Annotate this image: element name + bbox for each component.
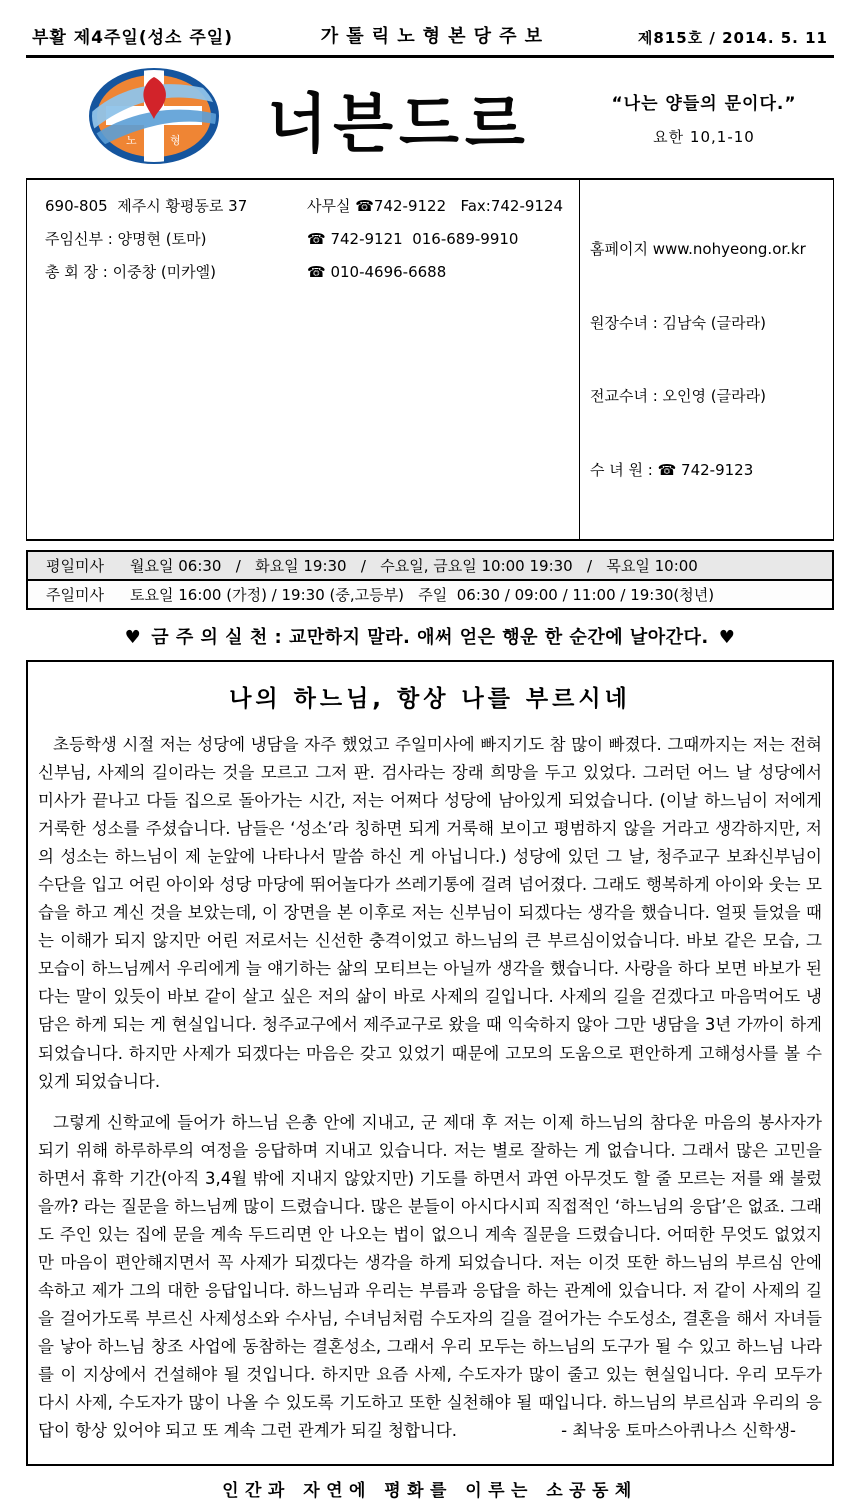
heart-icon-right: ♥ [718, 627, 736, 648]
parish-info-left [27, 180, 579, 539]
logo-char-right: 형 [170, 134, 181, 147]
masthead [26, 58, 834, 176]
top-header [26, 20, 834, 58]
pastor-name: 주임신부 : 양명현 (토마) [45, 230, 207, 248]
weekday-mass-label: 평일미사 [46, 557, 104, 575]
parish-motto: 인간과 자연에 평화를 이루는 소공동체 [222, 1481, 638, 1502]
sunday-mass-times: 토요일 16:00 (가정) / 19:30 (중,고등부) 주일 06:30 / 09:00 / 11:00 / 19:30(청년) [130, 586, 715, 604]
parish-address: 690-805 제주시 황평동로 37 [45, 197, 248, 215]
convent-phone: 수 녀 원 : ☎ 742-9123 [590, 460, 754, 479]
parish-info-box [26, 178, 834, 541]
council-president-name: 총 회 장 : 이중창 (미카엘) [45, 263, 217, 281]
scripture-quote: “나는 양들의 문이다.” [611, 94, 797, 114]
logo-char-left: 노 [126, 134, 137, 147]
info-row-pastor [45, 223, 573, 256]
office-phone-fax: 사무실 ☎742-9122 Fax:742-9124 [307, 197, 564, 215]
scripture-reference: 요한 10,1-10 [653, 128, 755, 146]
mission-sister-name: 전교수녀 : 오인영 (글라라) [590, 387, 766, 405]
pastor-phone: ☎ 742-9121 016-689-9910 [307, 230, 519, 248]
article-paragraph-2-text: 그렇게 신학교에 들어가 하느님 은총 안에 지내고, 군 제대 후 저는 이제 하느님의 참다운 마음의 봉사자가 되기 위해 하루하루의 여정을 응답하며 지내고 있습니다. 저는 별로 잘하는 게 없습니다. 그래서 많은 고민을 하면서 휴학 기간(아직 3,4월 밖에 지내지 않았지만) 기도를 하면서 과연 아무것도 할 줄 모르는 저를 왜 불렀을까? 라는 질문을 하느님께 많이 드렸습니다. 많은 분들이 아시다시피 직접적인 ‘하느님의 응답’은 없죠. 그래도 주인 있는 집에 문을 계속 두드리면 안 나오는 법이 없으니 계속 질문을 드렸습니다. 어떠한 무엇도 없었지만 마음이 편안해지면서 꼭 사제가 되겠다는 생각을 하게 되었습니다. 저는 이것 또한 하느님의 부르심 안에 속하고 제가 그의 대한 응답입니다. 하느님과 우리는 부름과 응답을 하는 관계에 있습니다. 저 같이 사제의 길을 걸어가도록 부르신 사제성소와 수사님, 수녀님처럼 수도자의 길을 걸어가는 수도성소, 결혼을 해서 자녀들을 낳아 하느님 창조 사업에 동참하는 결혼성소, 그래서 우리 모두는 하느님의 도구가 될 수 있고 하느님 나라를 이 지상에서 건설해야 될 것입니다. 하지만 요즘 사제, 수도자가 많이 줄고 있는 현실입니다. 우리 모두가 다시 사제, 수도자가 많이 나올 수 있도록 기도하고 또한 실천해야 될 때입니다. 하느님의 부르심과 우리의 응답이 항상 있어야 되고 또 계속 그런 관계가 되길 청합니다. [38, 1112, 822, 1441]
mass-schedule-table [26, 550, 834, 610]
homepage-url: 홈페이지 www.nohyeong.or.kr [590, 240, 806, 258]
liturgical-day-label: 부활 제4주일(성소 주일) [32, 28, 234, 48]
article-title: 나의 하느님, 항상 나를 부르시네 [229, 686, 631, 712]
bulletin-name: 가톨릭노형본당주보 [320, 26, 551, 47]
council-president-phone: ☎ 010-4696-6688 [307, 263, 447, 281]
heart-icon-left: ♥ [124, 627, 142, 648]
info-row-president [45, 256, 573, 289]
article-signature: - 최낙웅 토마스아퀴나스 신학생- [561, 1421, 796, 1441]
scripture-quote-block [578, 89, 830, 147]
article-box [26, 660, 834, 1466]
head-sister-name: 원장수녀 : 김남숙 (글라라) [590, 313, 766, 332]
sunday-mass-label: 주일미사 [46, 586, 104, 604]
weekly-practice-text: 금 주 의 실 천 : 교만하지 말라. 애써 얻은 행운 한 순간에 날아간다. [151, 627, 709, 648]
parish-logo-icon [88, 67, 220, 169]
article-paragraph-2 [38, 1109, 822, 1446]
info-row-address [45, 190, 573, 223]
article-paragraph-1 [38, 731, 822, 1096]
parish-logo-svg [88, 67, 220, 165]
weekly-practice-line [26, 610, 834, 660]
schedule-row-weekday [28, 552, 832, 579]
issue-number-date: 제815호 / 2014. 5. 11 [637, 29, 828, 47]
parish-info-right [579, 180, 833, 539]
article-paragraph-1-text: 초등학생 시절 저는 성당에 냉담을 자주 했었고 주일미사에 빠지기도 참 많이 빠졌다. 그때까지는 저는 전혀 신부님, 사제의 길이라는 것을 모르고 그저 판. 검사라는 장래 희망을 두고 있었다. 그러던 어느 날 성당에서 미사가 끝나고 다들 집으로 돌아가는 시간, 저는 어쩌다 성당에 남아있게 되었습니다. (이날 하느님이 저에게 거룩한 성소를 주셨습니다. 남들은 ‘성소’라 칭하면 되게 거룩해 보이고 평범하지 않을 거라고 생각하지만, 저의 성소는 하느님이 제 눈앞에 나타나서 말씀 하신 게 아닙니다.) 성당에 있던 그 날, 청주교구 보좌신부님이 수단을 입고 어린 아이와 성당 마당에 뛰어놀다가 쓰레기통에 걸려 넘어졌다. 그래도 행복하게 아이와 웃는 모습을 하고 계신 것을 보았는데, 이 장면을 본 이후로 저는 신부님이 되겠다는 생각을 했습니다. 얼핏 들었을 때는 이해가 되지 않지만 어린 저로서는 신선한 충격이었고 하느님의 큰 부르심이었습니다. 바보 같은 모습, 그 모습이 하느님께서 우리에게 늘 얘기하는 삶의 모티브는 아닐까 생각을 했습니다. 사랑을 하다 보면 바보가 된다는 말이 있듯이 바보 같이 살고 싶은 저의 삶이 바로 사제의 길입니다. 사제의 길을 걷겠다고 마음먹어도 냉담은 하게 되는 게 현실입니다. 청주교구에서 제주교구로 왔을 때 익숙하지 않아 그만 냉담을 3년 가까이 하게 되었습니다. 하지만 사제가 되겠다는 마음은 갖고 있었기 때문에 고모의 도움으로 편안하게 고해성사를 볼 수 있게 되었습니다. [38, 735, 822, 1091]
masthead-title: 너븐드르 [267, 85, 531, 162]
weekday-mass-times: 월요일 06:30 / 화요일 19:30 / 수요일, 금요일 10:00 19:30 / 목요일 10:00 [130, 557, 698, 575]
schedule-row-sunday [28, 579, 832, 608]
